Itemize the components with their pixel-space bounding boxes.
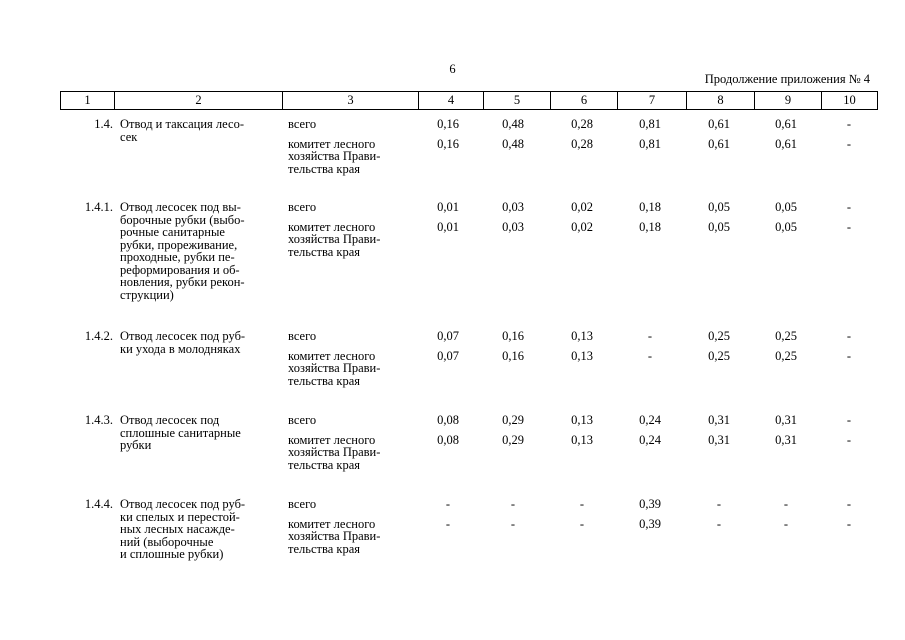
value-committee: - bbox=[846, 516, 852, 531]
row-category-line: всего bbox=[288, 200, 317, 214]
row-name-line: Отвод лесосек под вы- bbox=[120, 200, 241, 214]
value-total: 0,31 bbox=[775, 413, 797, 427]
row-category-line: комитет лесного bbox=[288, 516, 376, 531]
row-category-line: хозяйства Прави- bbox=[288, 232, 381, 246]
value-cell bbox=[620, 330, 680, 362]
row-name-line: Отвод лесосек под руб- bbox=[120, 329, 246, 343]
row-name bbox=[120, 414, 278, 452]
value-cell bbox=[418, 414, 478, 446]
row-name-line: рубки bbox=[120, 438, 152, 452]
value-total: 0,07 bbox=[437, 329, 459, 343]
value-total: - bbox=[846, 200, 852, 214]
value-committee: - bbox=[846, 432, 852, 447]
value-cell bbox=[689, 201, 749, 233]
header-cell: 9 bbox=[755, 92, 822, 110]
value-cell bbox=[819, 498, 879, 530]
row-name-line: сек bbox=[120, 129, 138, 144]
row-category bbox=[288, 414, 418, 471]
value-committee: 0,31 bbox=[708, 432, 730, 447]
value-committee: 0,18 bbox=[639, 219, 661, 234]
value-total: 0,05 bbox=[708, 200, 730, 214]
header-cell: 2 bbox=[115, 92, 283, 110]
row-category-line: комитет лесного bbox=[288, 136, 376, 151]
header-cell: 4 bbox=[419, 92, 484, 110]
row-name-line: сплошные санитарные bbox=[120, 425, 241, 440]
row-number: 1.4.4. bbox=[84, 497, 113, 511]
row-category-line: всего bbox=[288, 497, 317, 511]
value-total: 0,05 bbox=[775, 200, 797, 214]
value-total: - bbox=[716, 497, 722, 511]
header-cell: 6 bbox=[551, 92, 618, 110]
row-category-line: тельства края bbox=[288, 373, 360, 388]
value-total: - bbox=[846, 497, 852, 511]
row-category-line: тельства края bbox=[288, 541, 360, 556]
continuation-note: Продолжение приложения № 4 bbox=[704, 72, 870, 86]
value-total: 0,18 bbox=[639, 200, 661, 214]
value-total: 0,39 bbox=[639, 497, 661, 511]
row-category-line: хозяйства Прави- bbox=[288, 445, 381, 459]
row-category bbox=[288, 118, 418, 175]
value-cell bbox=[552, 330, 612, 362]
value-committee: 0,61 bbox=[708, 136, 730, 151]
value-cell bbox=[689, 118, 749, 150]
value-committee: 0,03 bbox=[502, 219, 524, 234]
value-total: 0,24 bbox=[639, 413, 661, 427]
value-total: 0,61 bbox=[708, 117, 730, 131]
row-category-line: хозяйства Прави- bbox=[288, 149, 381, 163]
value-committee: 0,05 bbox=[708, 219, 730, 234]
value-total: - bbox=[783, 497, 789, 511]
header-cell: 7 bbox=[618, 92, 687, 110]
row-category-line: всего bbox=[288, 413, 317, 427]
value-cell bbox=[819, 201, 879, 233]
value-cell bbox=[483, 414, 543, 446]
value-committee: 0,16 bbox=[502, 348, 524, 363]
value-cell bbox=[552, 414, 612, 446]
value-total: - bbox=[647, 329, 653, 343]
value-total: 0,02 bbox=[571, 200, 593, 214]
value-cell bbox=[819, 330, 879, 362]
value-cell bbox=[620, 498, 680, 530]
value-total: 0,16 bbox=[437, 117, 459, 131]
row-name bbox=[120, 201, 278, 301]
value-committee: 0,28 bbox=[571, 136, 593, 151]
value-committee: 0,25 bbox=[708, 348, 730, 363]
value-total: 0,48 bbox=[502, 117, 524, 131]
table-header bbox=[60, 91, 878, 110]
value-committee: 0,61 bbox=[775, 136, 797, 151]
row-name bbox=[120, 498, 278, 561]
value-total: 0,31 bbox=[708, 413, 730, 427]
value-cell bbox=[552, 201, 612, 233]
value-cell bbox=[483, 201, 543, 233]
value-total: - bbox=[846, 413, 852, 427]
value-committee: 0,02 bbox=[571, 219, 593, 234]
value-cell bbox=[620, 118, 680, 150]
value-total: - bbox=[445, 497, 451, 511]
value-cell bbox=[756, 118, 816, 150]
row-category-line: тельства края bbox=[288, 244, 360, 259]
row-name-line: и сплошные рубки) bbox=[120, 547, 224, 561]
row-name-line: Отвод и таксация лесо- bbox=[120, 117, 244, 131]
row-category-line: хозяйства Прави- bbox=[288, 361, 381, 375]
value-total: 0,13 bbox=[571, 329, 593, 343]
page-number: 6 bbox=[449, 62, 456, 76]
row-name-line: проходные, рубки пе- bbox=[120, 250, 235, 264]
value-committee: - bbox=[510, 516, 516, 531]
row-category-line: всего bbox=[288, 117, 317, 131]
value-committee: 0,08 bbox=[437, 432, 459, 447]
value-committee: 0,24 bbox=[639, 432, 661, 447]
value-total: - bbox=[846, 329, 852, 343]
row-number: 1.4. bbox=[94, 117, 113, 131]
value-cell bbox=[418, 498, 478, 530]
row-name-line: рубки, прореживание, bbox=[120, 237, 238, 252]
value-cell bbox=[620, 201, 680, 233]
row-number: 1.4.2. bbox=[84, 329, 113, 343]
row-name-line: ки спелых и перестой- bbox=[120, 509, 240, 524]
header-cell: 8 bbox=[687, 92, 755, 110]
value-cell bbox=[756, 414, 816, 446]
value-committee: - bbox=[579, 516, 585, 531]
value-total: 0,25 bbox=[708, 329, 730, 343]
row-category bbox=[288, 201, 418, 258]
row-category-line: всего bbox=[288, 329, 317, 343]
row-category-line: хозяйства Прави- bbox=[288, 529, 381, 543]
value-committee: 0,13 bbox=[571, 348, 593, 363]
row-number: 1.4.1. bbox=[84, 200, 113, 214]
value-total: 0,16 bbox=[502, 329, 524, 343]
value-total: 0,01 bbox=[437, 200, 459, 214]
row-category-line: комитет лесного bbox=[288, 219, 376, 234]
value-cell bbox=[819, 414, 879, 446]
header-cell: 5 bbox=[484, 92, 551, 110]
row-name bbox=[120, 330, 278, 355]
value-committee: 0,81 bbox=[639, 136, 661, 151]
value-committee: - bbox=[783, 516, 789, 531]
value-committee: 0,39 bbox=[639, 516, 661, 531]
value-cell bbox=[483, 498, 543, 530]
value-cell bbox=[552, 118, 612, 150]
row-category-line: комитет лесного bbox=[288, 348, 376, 363]
row-name-line: ний (выборочные bbox=[120, 534, 214, 549]
header-cell: 3 bbox=[283, 92, 419, 110]
row-number: 1.4.3. bbox=[84, 413, 113, 427]
value-committee: - bbox=[846, 136, 852, 151]
row-name-line: Отвод лесосек под bbox=[120, 413, 220, 427]
value-total: 0,25 bbox=[775, 329, 797, 343]
value-total: 0,29 bbox=[502, 413, 524, 427]
value-cell bbox=[819, 118, 879, 150]
value-cell bbox=[483, 330, 543, 362]
row-name-line: реформирования и об- bbox=[120, 262, 240, 277]
value-committee: 0,48 bbox=[502, 136, 524, 151]
value-total: 0,08 bbox=[437, 413, 459, 427]
value-committee: 0,13 bbox=[571, 432, 593, 447]
row-category-line: комитет лесного bbox=[288, 432, 376, 447]
row-category bbox=[288, 498, 418, 555]
value-cell bbox=[756, 330, 816, 362]
value-committee: 0,31 bbox=[775, 432, 797, 447]
value-cell bbox=[552, 498, 612, 530]
value-total: - bbox=[846, 117, 852, 131]
value-cell bbox=[756, 498, 816, 530]
value-total: 0,03 bbox=[502, 200, 524, 214]
value-cell bbox=[620, 414, 680, 446]
value-cell bbox=[483, 118, 543, 150]
row-category-line: тельства края bbox=[288, 457, 360, 472]
row-name bbox=[120, 118, 278, 143]
row-name-line: Отвод лесосек под руб- bbox=[120, 497, 246, 511]
row-name-line: ки ухода в молодняках bbox=[120, 341, 241, 356]
row-name-line: борочные рубки (выбо- bbox=[120, 212, 245, 227]
value-committee: - bbox=[716, 516, 722, 531]
value-committee: - bbox=[445, 516, 451, 531]
row-category bbox=[288, 330, 418, 387]
row-name-line: рочные санитарные bbox=[120, 225, 225, 239]
value-cell bbox=[418, 330, 478, 362]
row-name-line: струкции) bbox=[120, 287, 174, 302]
value-committee: 0,29 bbox=[502, 432, 524, 447]
value-committee: 0,01 bbox=[437, 219, 459, 234]
header-cell: 10 bbox=[822, 92, 878, 110]
value-cell bbox=[756, 201, 816, 233]
value-total: 0,28 bbox=[571, 117, 593, 131]
value-committee: 0,16 bbox=[437, 136, 459, 151]
value-cell bbox=[689, 498, 749, 530]
value-cell bbox=[689, 414, 749, 446]
row-category-line: тельства края bbox=[288, 161, 360, 176]
value-committee: - bbox=[647, 348, 653, 363]
value-total: 0,61 bbox=[775, 117, 797, 131]
value-cell bbox=[689, 330, 749, 362]
value-cell bbox=[418, 118, 478, 150]
value-committee: 0,25 bbox=[775, 348, 797, 363]
row-name-line: ных лесных насажде- bbox=[120, 522, 235, 536]
value-total: 0,81 bbox=[639, 117, 661, 131]
value-committee: - bbox=[846, 219, 852, 234]
header-cell: 1 bbox=[61, 92, 115, 110]
value-committee: - bbox=[846, 348, 852, 363]
value-committee: 0,07 bbox=[437, 348, 459, 363]
value-cell bbox=[418, 201, 478, 233]
value-total: 0,13 bbox=[571, 413, 593, 427]
value-committee: 0,05 bbox=[775, 219, 797, 234]
value-total: - bbox=[579, 497, 585, 511]
row-name-line: новления, рубки рекон- bbox=[120, 275, 245, 289]
value-total: - bbox=[510, 497, 516, 511]
